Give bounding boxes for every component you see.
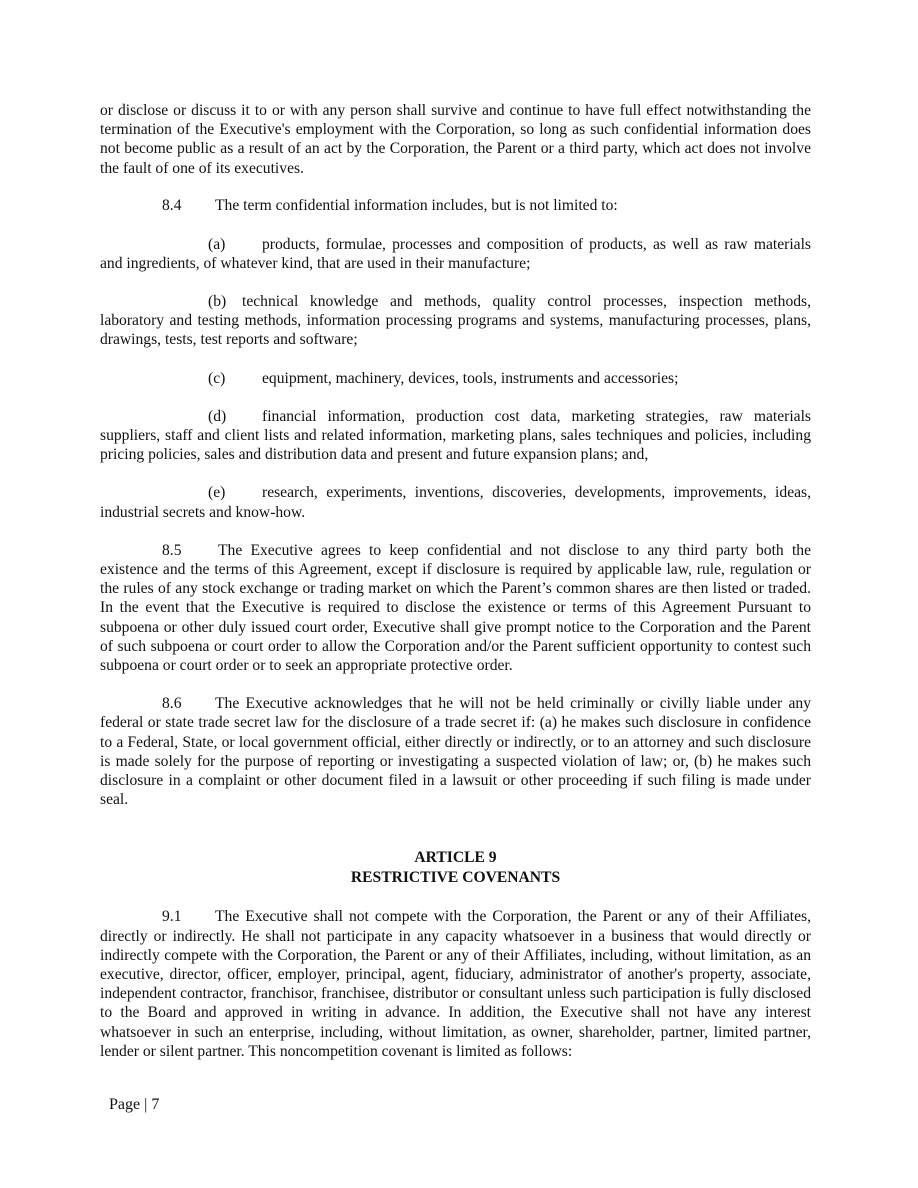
section-text: The Executive acknowledges that he will not be held criminally or civilly liable under any federal or state trade secret law for the disclosure of a trade secret if: (a) he makes such disclosure in confidence to a Federal, State, or local government official, either directly or indirectly, or to an attorney and such disclosure is made solely for the purpose of reporting or investigating a suspected violation of law; or, (b) he makes such disclosure in a complaint or other document filed in a lawsuit or other proceeding if such filing is made under seal. <box>100 695 811 809</box>
section-number: 8.5 <box>162 541 182 559</box>
item-label: (e) <box>208 484 226 502</box>
document-body <box>100 101 811 1061</box>
item-label: (b) <box>208 292 227 310</box>
section-8-6 <box>100 694 811 809</box>
article-number: ARTICLE 9 <box>414 849 497 867</box>
section-number: 8.4 <box>162 197 182 215</box>
page-number: 7 <box>151 1096 160 1113</box>
page-label: Page <box>109 1096 141 1113</box>
section-number: 8.6 <box>162 695 182 713</box>
article-title: RESTRICTIVE COVENANTS <box>350 869 561 887</box>
list-item-c <box>100 369 811 388</box>
section-text: The term confidential information includes, but is not limited to: <box>215 197 618 215</box>
item-text: research, experiments, inventions, discoveries, developments, improvements, ideas, industrial secrets and know-how. <box>100 484 811 521</box>
item-text: technical knowledge and methods, quality control processes, inspection methods, laboratory and testing methods, information processing programs and systems, manufacturing processes, plans, drawings, tests, test reports and software; <box>100 292 811 349</box>
page-separator: | <box>144 1096 148 1113</box>
section-text: The Executive shall not compete with the Corporation, the Parent or any of their Affiliates, directly or indirectly. He shall not participate in any capacity whatsoever in a business that would directly or indirectly compete with the Corporation, the Parent or any of their Affiliates, including, without limitation, as an executive, director, officer, employer, principal, agent, fiduciary, administrator of another's property, associate, independent contractor, franchisor, franchisee, distributor or consultant unless such participation is fully disclosed to the Board and approved in writing in advance. In addition, the Executive shall not have any interest whatsoever in such an enterprise, including, without limitation, as owner, shareholder, partner, limited partner, lender or silent partner. This noncompetition covenant is limited as follows: <box>100 908 811 1060</box>
list-item-a <box>100 235 811 273</box>
section-9-1 <box>100 907 811 1061</box>
section-text: The Executive agrees to keep confidential and not disclose to any third party both the existence and the terms of this Agreement, except if disclosure is required by applicable law, rule, regulation or the rules of any stock exchange or trading market on which the Parent’s common shares are then listed or traded. In the event that the Executive is required to disclose the existence or terms of this Agreement Pursuant to subpoena or other duly issued court order, Executive shall give prompt notice to the Corporation and the Parent of such subpoena or court order to allow the Corporation and/or the Parent sufficient opportunity to contest such subpoena or court order or to seek an appropriate protective order. <box>100 541 811 674</box>
item-text: financial information, production cost data, marketing strategies, raw materials suppliers, staff and client lists and related information, marketing plans, sales techniques and policies, including pricing policies, sales and distribution data and present and future expansion plans; and, <box>100 407 811 464</box>
section-number: 9.1 <box>162 908 182 926</box>
item-text: equipment, machinery, devices, tools, instruments and accessories; <box>262 369 679 387</box>
article-heading <box>100 848 811 888</box>
item-label: (a) <box>208 235 226 253</box>
continuation-paragraph: or disclose or discuss it to or with any person shall survive and continue to have full effect notwithstanding the termination of the Executive's employment with the Corporation, so long as such confidential information does not become public as a result of an act by the Corporation, the Parent or a third party, which act does not involve the fault of one of its executives. <box>100 102 811 177</box>
list-item-d <box>100 407 811 465</box>
section-8-4 <box>100 196 811 215</box>
list-item-b <box>100 292 811 350</box>
item-label: (c) <box>208 369 226 387</box>
item-text: products, formulae, processes and composition of products, as well as raw materials and ingredients, of whatever kind, that are used in their manufacture; <box>100 235 811 272</box>
item-label: (d) <box>208 407 227 425</box>
list-item-e <box>100 483 811 521</box>
section-8-5 <box>100 541 811 675</box>
page-footer <box>109 1096 159 1114</box>
